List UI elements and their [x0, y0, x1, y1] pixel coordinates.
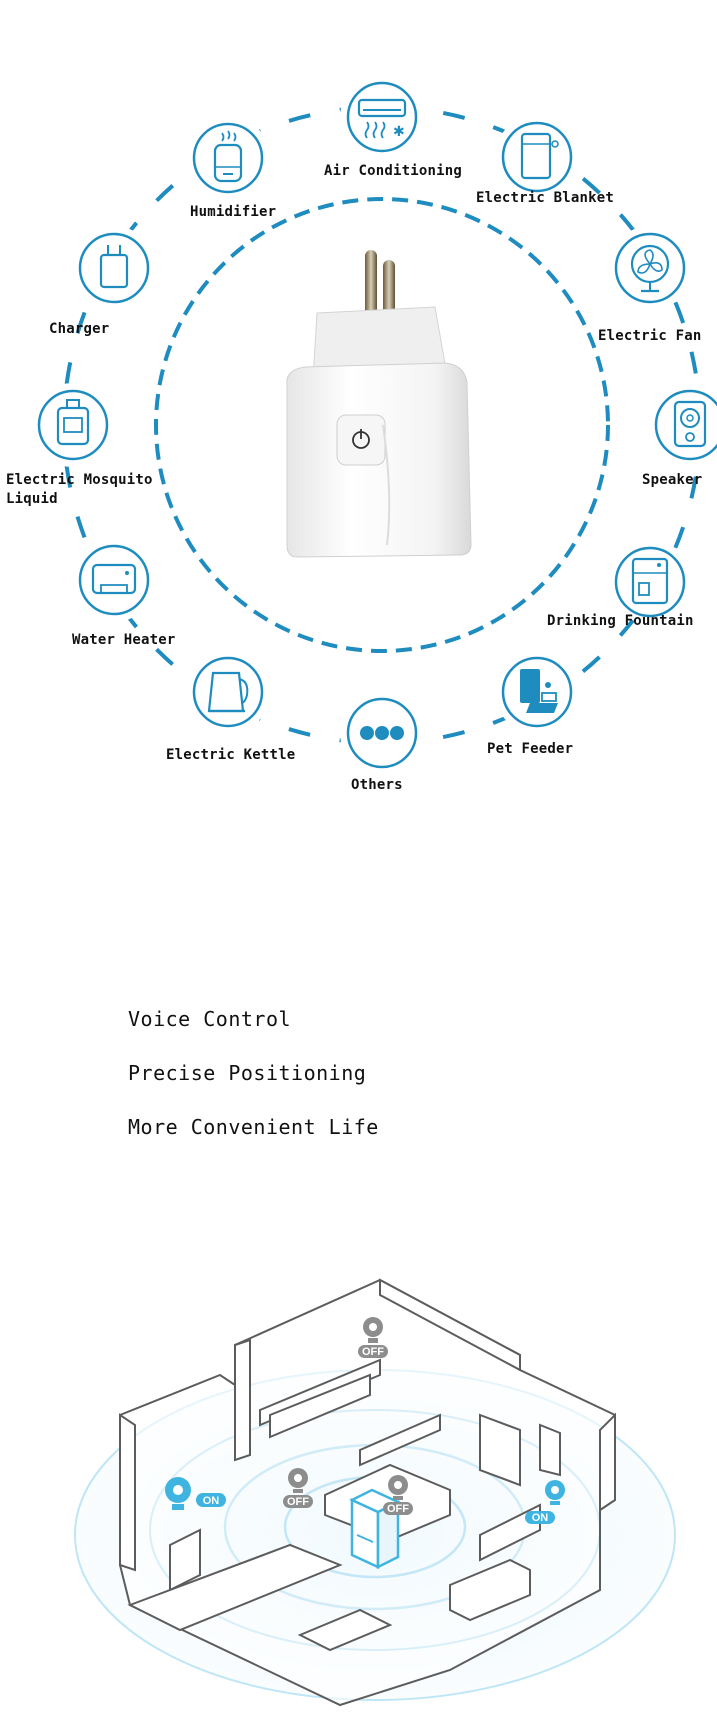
electric-kettle-icon	[191, 655, 265, 729]
appliance-ring	[0, 0, 717, 800]
feature-convenient-life: More Convenient Life	[128, 1115, 379, 1139]
feature-precise-positioning: Precise Positioning	[128, 1061, 367, 1085]
feature-list	[128, 1005, 379, 1167]
label-drinking-fountain: Drinking Fountain	[547, 613, 694, 629]
drinking-fountain-icon	[613, 545, 687, 619]
smart-hub-device	[352, 1490, 398, 1567]
label-air-conditioning: Air Conditioning	[324, 163, 463, 179]
status-off-center-right: OFF	[387, 1503, 409, 1515]
label-water-heater: Water Heater	[72, 632, 176, 648]
house-floorplan-illustration	[60, 1265, 680, 1720]
label-electric-fan: Electric Fan	[598, 328, 702, 344]
status-on-left: ON	[202, 1495, 220, 1507]
air-conditioning-icon	[345, 80, 419, 154]
electric-blanket-icon	[500, 120, 574, 194]
status-off-top: OFF	[362, 1346, 384, 1358]
label-speaker: Speaker	[642, 472, 703, 488]
charger-icon	[77, 231, 151, 305]
status-off-center-left: OFF	[287, 1496, 309, 1508]
feature-voice-control: Voice Control	[128, 1007, 292, 1031]
others-icon	[345, 696, 419, 770]
label-electric-kettle: Electric Kettle	[166, 747, 296, 763]
label-humidifier: Humidifier	[190, 204, 277, 220]
humidifier-icon	[191, 121, 265, 195]
label-electric-mosquito: Electric Mosquito	[6, 472, 153, 488]
svg-text:✱: ✱	[393, 124, 405, 140]
label-charger: Charger	[49, 321, 110, 337]
smart-plug-image	[275, 245, 485, 560]
pet-feeder-icon	[500, 655, 574, 729]
speaker-icon	[653, 388, 717, 462]
label-electric-blanket: Electric Blanket	[476, 190, 615, 206]
mosquito-liquid-icon	[36, 388, 110, 462]
status-on-right: ON	[531, 1512, 549, 1524]
water-heater-icon	[77, 543, 151, 617]
electric-fan-icon	[613, 231, 687, 305]
label-others: Others	[351, 777, 403, 793]
label-liquid: Liquid	[6, 491, 58, 507]
label-pet-feeder: Pet Feeder	[487, 741, 574, 757]
